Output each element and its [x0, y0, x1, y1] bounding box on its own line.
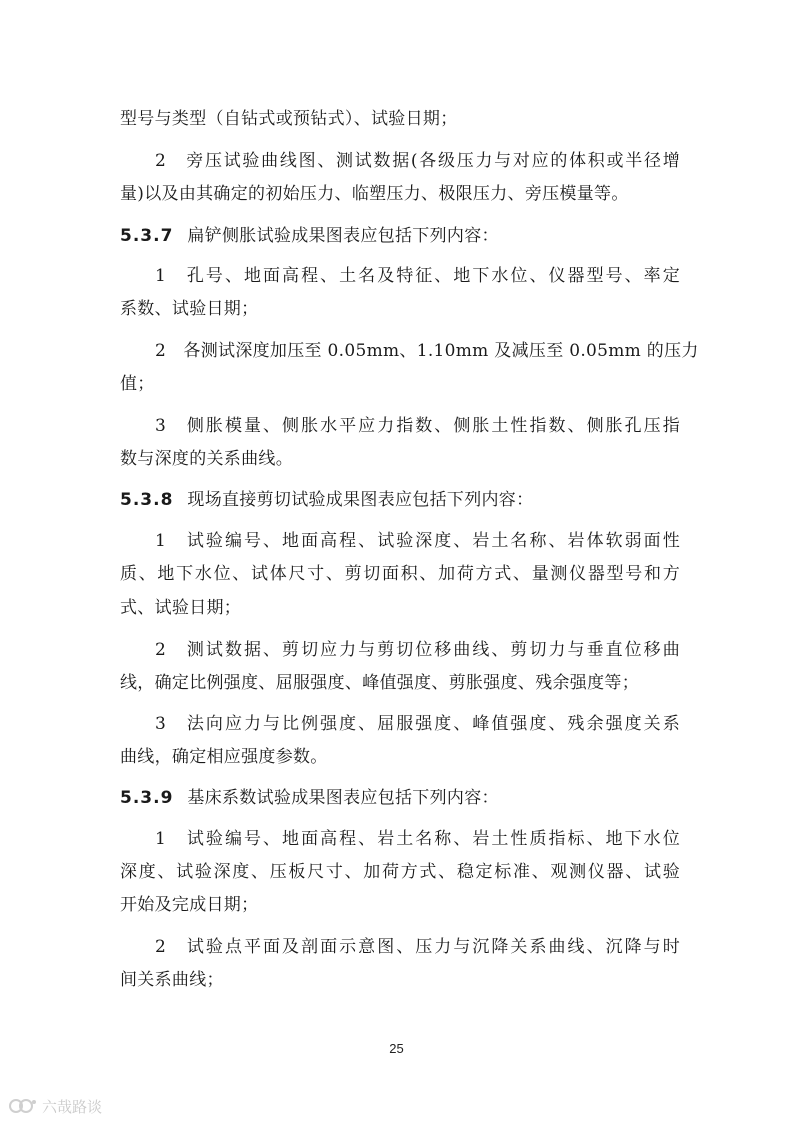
- watermark-text: 六哉路谈: [42, 1097, 103, 1116]
- text-line: 质、地下水位、试体尺寸、剪切面积、加荷方式、量测仪器型号和方: [120, 564, 680, 584]
- text-line: 式、试验日期；: [120, 598, 242, 618]
- section-number: 5.3.9: [120, 788, 174, 808]
- watermark: [8, 1096, 102, 1116]
- text-line: 深度、试验深度、压板尺寸、加荷方式、稳定标准、观测仪器、试验: [120, 862, 680, 882]
- section-number: 5.3.8: [120, 490, 174, 510]
- text-line: 值；: [120, 374, 155, 394]
- text-line: 3 侧胀模量、侧胀水平应力指数、侧胀土性指数、侧胀孔压指: [155, 416, 680, 436]
- text-line: 线，确定比例强度、屈服强度、峰值强度、剪胀强度、残余强度等；: [120, 673, 639, 693]
- section-heading-text: 基床系数试验成果图表应包括下列内容：: [187, 788, 499, 808]
- text-line: 2 各测试深度加压至 0.05mm、1.10mm 及减压至 0.05mm 的压力: [155, 341, 699, 361]
- text-line: 1 孔号、地面高程、土名及特征、地下水位、仪器型号、率定: [155, 266, 680, 286]
- text-line: 系数、试验日期；: [120, 299, 259, 319]
- section-number: 5.3.7: [120, 226, 174, 246]
- text-line: 2 试验点平面及剖面示意图、压力与沉降关系曲线、沉降与时: [155, 937, 680, 957]
- section-heading-5-3-9: [120, 786, 680, 810]
- text-line: 1 试验编号、地面高程、试验深度、岩土名称、岩体软弱面性: [155, 531, 680, 551]
- text-line: 开始及完成日期；: [120, 895, 259, 915]
- text-line: 间关系曲线；: [120, 970, 224, 990]
- text-line: 量)以及由其确定的初始压力、临塑压力、极限压力、旁压模量等。: [120, 184, 629, 204]
- text-line: 1 试验编号、地面高程、岩土名称、岩土性质指标、地下水位: [155, 829, 680, 849]
- section-heading-5-3-8: [120, 488, 680, 512]
- page-number: 25: [389, 1041, 404, 1056]
- text-line: 2 测试数据、剪切应力与剪切位移曲线、剪切力与垂直位移曲: [155, 640, 680, 660]
- section-heading-text: 扁铲侧胀试验成果图表应包括下列内容：: [187, 226, 499, 246]
- text-line: 3 法向应力与比例强度、屈服强度、峰值强度、残余强度关系: [155, 714, 680, 734]
- section-heading-5-3-7: [120, 224, 680, 248]
- text-line: 曲线，确定相应强度参数。: [120, 747, 328, 767]
- text-line: 2 旁压试验曲线图、测试数据(各级压力与对应的体积或半径增: [155, 151, 680, 171]
- text-line: 数与深度的关系曲线。: [120, 449, 293, 469]
- watermark-logo-icon: [8, 1097, 38, 1115]
- text-line: 型号与类型（自钻式或预钻式）、试验日期；: [120, 109, 458, 129]
- section-heading-text: 现场直接剪切试验成果图表应包括下列内容：: [187, 490, 534, 510]
